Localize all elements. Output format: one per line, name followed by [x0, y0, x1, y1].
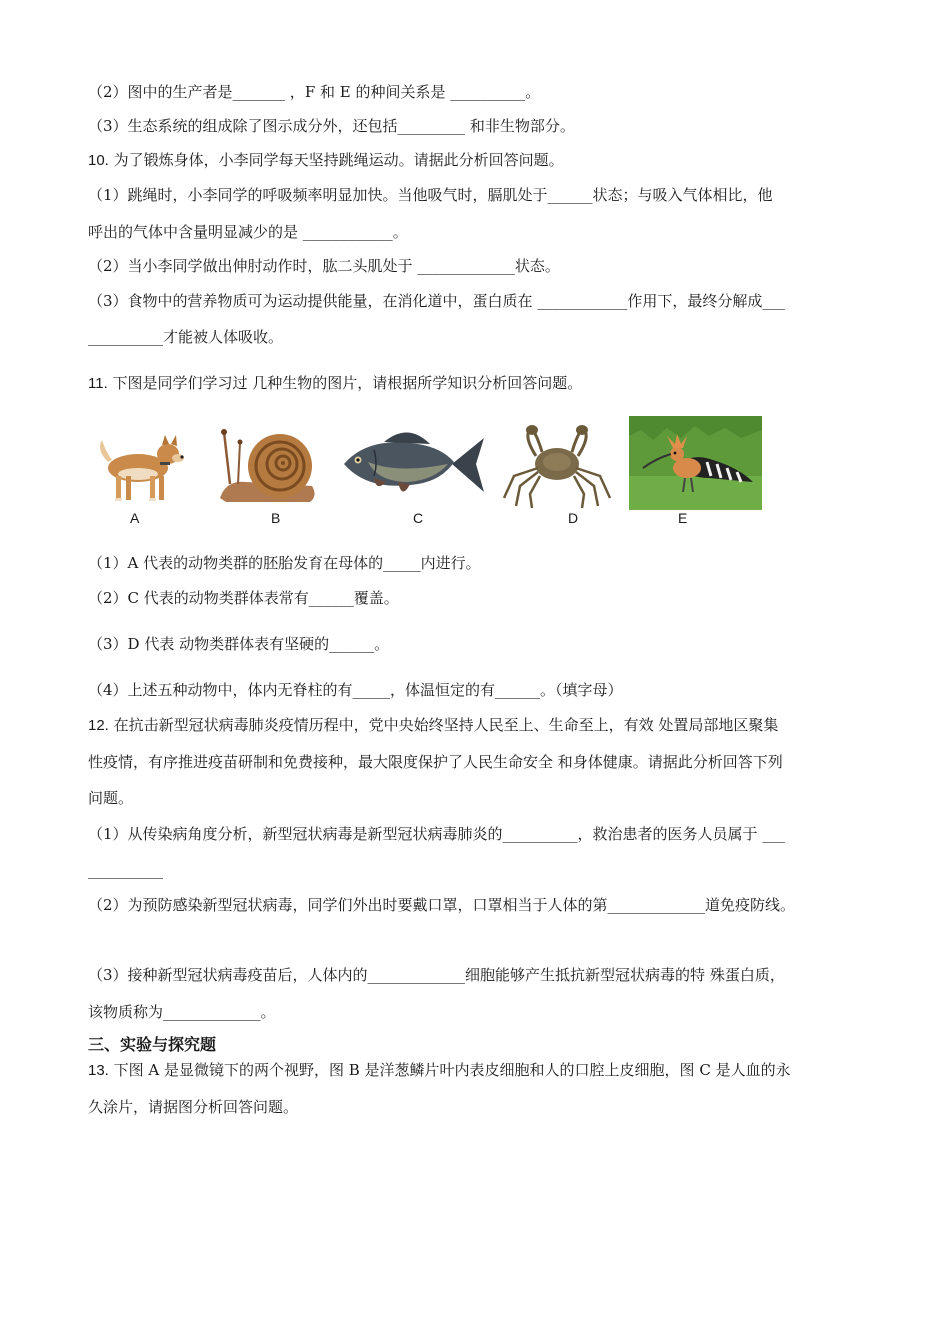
hoopoe-icon — [629, 416, 762, 510]
q12-part3-line2: 该物质称为_____________。 — [88, 1003, 276, 1021]
crab-image — [498, 424, 616, 508]
snail-image — [216, 422, 320, 508]
q10-stem — [88, 150, 564, 171]
fish-image — [338, 422, 486, 508]
label-b: B — [271, 510, 281, 526]
q12-number: 12. — [88, 717, 109, 734]
hoopoe-image — [629, 416, 762, 510]
q13-stem-line2: 久涂片，请据图分析回答问题。 — [88, 1098, 299, 1116]
q11-part4: （4）上述五种动物中，体内无脊柱的有_____，体温恒定的有______。（填字母） — [88, 681, 623, 699]
q10-part3-line2: __________才能被人体吸收。 — [88, 328, 284, 346]
q11-part3: （3）D 代表 动物类群体表有坚硬的______。 — [88, 635, 390, 653]
dog-image — [88, 430, 198, 510]
q10-part1-line1: （1）跳绳时，小李同学的呼吸频率明显加快。当他吸气时，膈肌处于______状态；与吸入气体相比，他 — [88, 186, 773, 204]
q10-number: 10. — [88, 152, 109, 169]
label-e: E — [678, 510, 688, 526]
q10-text: 为了锻炼身体，小李同学每天坚持跳绳运动。请据此分析回答问题。 — [108, 151, 564, 169]
snail-icon — [216, 422, 320, 508]
q13-text: 下图 A 是显微镜下的两个视野，图 B 是洋葱鳞片叶内表皮细胞和人的口腔上皮细胞，图 C 是人血的永 — [108, 1061, 791, 1079]
label-c: C — [413, 510, 424, 526]
q9-part2: （2）图中的生产者是_______ ，F 和 E 的种间关系是 __________。 — [88, 83, 541, 101]
q9-part3: （3）生态系统的组成除了图示成分外，还包括_________ 和非生物部分。 — [88, 117, 575, 135]
q10-part2: （2）当小李同学做出伸肘动作时，肱二头肌处于 _____________状态。 — [88, 257, 560, 275]
q11-text: 下图是同学们学习过 几种生物的图片，请根据所学知识分析回答问题。 — [107, 374, 583, 392]
animal-figure — [88, 412, 778, 532]
q11-number: 11. — [88, 375, 108, 392]
q10-part3-line1: （3）食物中的营养物质可为运动提供能量，在消化道中，蛋白质在 ____________作用下，最终分解成___ — [88, 292, 785, 310]
dog-icon — [88, 430, 198, 510]
q11-part1: （1）A 代表的动物类群的胚胎发育在母体的_____内进行。 — [88, 554, 481, 572]
q12-part1-line1: （1）从传染病角度分析，新型冠状病毒是新型冠状病毒肺炎的__________，救治患者的医务人员属于 ___ — [88, 825, 785, 843]
q10-part1-line2: 呼出的气体中含量明显减少的是 ____________。 — [88, 223, 408, 241]
q13-number: 13. — [88, 1062, 109, 1079]
q12-stem-line1 — [88, 715, 778, 736]
section-heading-experiment: 三、实验与探究题 — [88, 1035, 217, 1054]
q12-stem-line2: 性疫情，有序推进疫苗研制和免费接种，最大限度保护了人民生命安全 和身体健康。请据此分析回答下列 — [88, 753, 783, 771]
q12-stem-line3: 问题。 — [88, 789, 134, 807]
q12-part1-line2: __________ — [88, 861, 163, 879]
q12-part3-line1: （3）接种新型冠状病毒疫苗后，人体内的_____________细胞能够产生抵抗新型冠状病毒的特 殊蛋白质， — [88, 966, 785, 984]
q11-part2: （2）C 代表的动物类群体表常有______覆盖。 — [88, 589, 399, 607]
q12-text: 在抗击新型冠状病毒肺炎疫情历程中，党中央始终坚持人民至上、生命至上，有效 处置局部地区聚集 — [108, 716, 779, 734]
label-d: D — [568, 510, 579, 526]
fish-icon — [338, 422, 486, 508]
crab-icon — [498, 424, 616, 508]
q11-stem — [88, 373, 582, 394]
q12-part2: （2）为预防感染新型冠状病毒，同学们外出时要戴口罩，口罩相当于人体的第_____________道免疫防线。 — [88, 896, 796, 914]
q13-stem-line1 — [88, 1060, 791, 1081]
label-a: A — [130, 510, 140, 526]
